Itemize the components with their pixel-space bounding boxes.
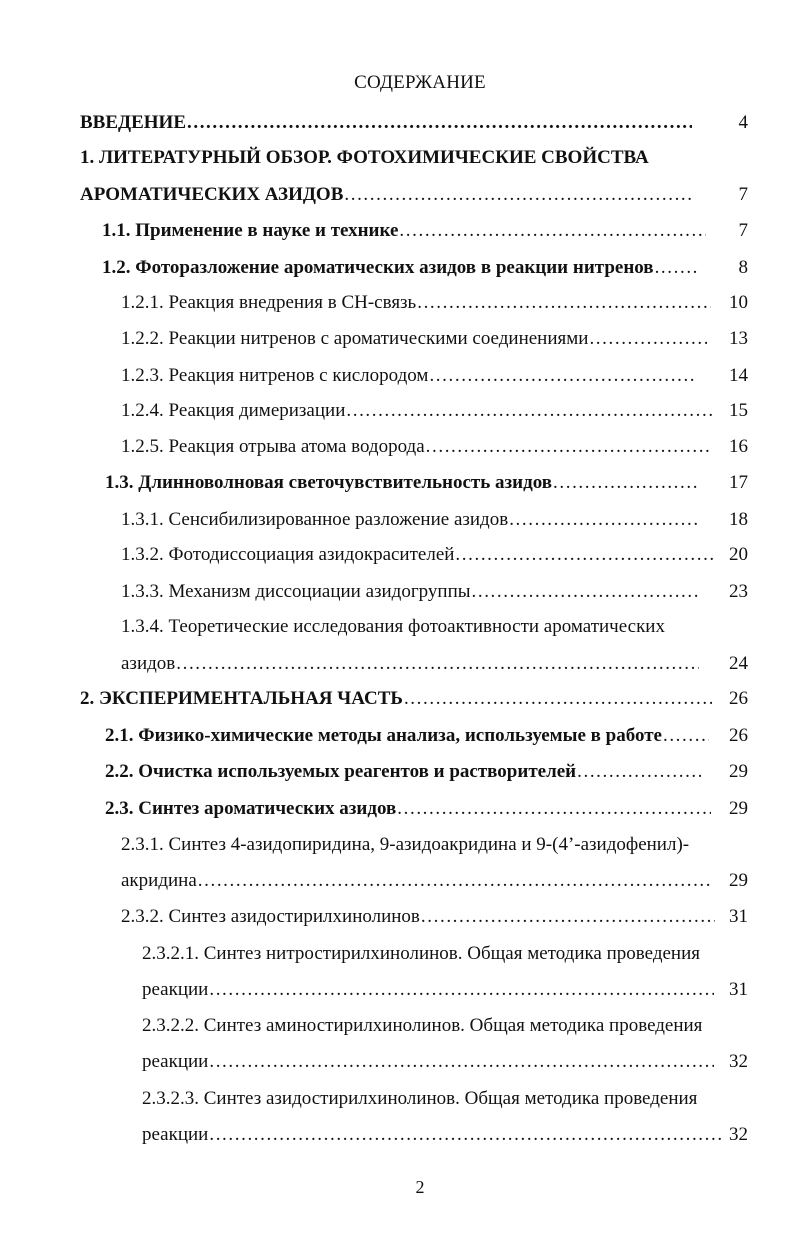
toc-entry-text: 1.3. Длинноволновая светочувствительность азидов <box>105 472 553 493</box>
leader-dots <box>576 759 701 785</box>
toc-entry-1-3-3 <box>121 579 701 605</box>
leader-dots <box>208 1122 722 1148</box>
toc-entry-text: азидов <box>121 653 176 674</box>
toc-entry-2-3-2-3 <box>142 1086 732 1112</box>
toc-page-number: 14 <box>729 365 748 386</box>
leader-dots <box>471 579 702 605</box>
leader-dots <box>552 470 700 496</box>
toc-page-number: 31 <box>729 979 748 1000</box>
toc-entry-2-3-2-2 <box>142 1013 732 1039</box>
toc-entry-text: 2. ЭКСПЕРИМЕНТАЛЬНАЯ ЧАСТЬ <box>80 688 403 709</box>
toc-page-number: 20 <box>729 544 748 565</box>
toc-entry-1-2 <box>102 255 698 281</box>
toc-page-number: 18 <box>729 509 748 530</box>
toc-entry-text: 1.2.4. Реакция димеризации <box>121 400 346 421</box>
toc-entry-1-3-4 <box>121 614 721 640</box>
toc-entry-chapter-1-cont <box>80 182 692 208</box>
toc-entry-2-2 <box>105 759 701 785</box>
toc-entry-text: 1.2.1. Реакция внедрения в СН-связь <box>121 292 417 313</box>
toc-entry-text: реакции <box>142 1051 209 1072</box>
toc-page-number: 29 <box>729 870 748 891</box>
toc-entry-2-3-2-2-cont <box>142 1049 714 1075</box>
toc-page-number: 26 <box>729 725 748 746</box>
toc-entry-text: 2.3.2.1. Синтез нитростирилхинолинов. Общая методика проведения <box>142 943 701 964</box>
leader-dots <box>208 977 714 1003</box>
leader-dots <box>654 255 698 281</box>
toc-page-number: 7 <box>738 220 748 241</box>
toc-entry-chapter-1 <box>80 145 720 171</box>
toc-page-number: 13 <box>729 328 748 349</box>
toc-entry-text: реакции <box>142 1124 209 1145</box>
toc-page-number: 15 <box>729 400 748 421</box>
toc-entry-1-2-3 <box>121 363 697 389</box>
toc-entry-text: 2.3. Синтез ароматических азидов <box>105 798 397 819</box>
toc-entry-1-1 <box>102 218 706 244</box>
toc-entry-introduction <box>80 110 692 136</box>
leader-dots <box>396 796 711 822</box>
toc-entry-text: ВВЕДЕНИЕ <box>80 112 186 133</box>
toc-entry-text: 2.3.2.2. Синтез аминостирилхинолинов. Общая методика проведения <box>142 1015 703 1036</box>
toc-entry-text: 1.2. Фоторазложение ароматических азидов в реакции нитренов <box>102 257 654 278</box>
toc-entry-2-3-2-1 <box>142 941 732 967</box>
toc-page-number: 24 <box>729 653 748 674</box>
toc-entry-text: 2.1. Физико-химические методы анализа, используемые в работе <box>105 725 662 746</box>
toc-entry-text: 1.3.4. Теоретические исследования фотоактивности ароматических <box>121 616 665 637</box>
toc-entry-text: 2.2. Очистка используемых реагентов и растворителей <box>105 761 577 782</box>
toc-entry-1-3-4-cont <box>121 651 699 677</box>
toc-page-number: 23 <box>729 581 748 602</box>
toc-entry-text: АРОМАТИЧЕСКИХ АЗИДОВ <box>80 184 344 205</box>
leader-dots <box>345 398 713 424</box>
toc-entry-2-3-2-1-cont <box>142 977 714 1003</box>
toc-page-number: 29 <box>729 761 748 782</box>
toc-page-number: 17 <box>729 472 748 493</box>
toc-page-number: 8 <box>738 257 748 278</box>
toc-entry-chapter-2 <box>80 686 712 712</box>
leader-dots <box>197 868 713 894</box>
toc-entry-1-2-1 <box>121 290 711 316</box>
leader-dots <box>398 218 706 244</box>
toc-page-number: 10 <box>729 292 748 313</box>
toc-entry-2-3 <box>105 796 711 822</box>
toc-entry-text: 1.1. Применение в науке и технике <box>102 220 399 241</box>
toc-entry-text: реакции <box>142 979 209 1000</box>
toc-entry-2-3-1 <box>121 832 721 858</box>
toc-entry-text: акридина <box>121 870 197 891</box>
toc-entry-text: 2.3.2.3. Синтез азидостирилхинолинов. Общая методика проведения <box>142 1088 698 1109</box>
toc-entry-1-2-4 <box>121 398 713 424</box>
toc-entry-2-1 <box>105 723 709 749</box>
toc-page-number: 32 <box>729 1051 748 1072</box>
toc-entry-1-3-2 <box>121 542 713 568</box>
leader-dots <box>420 904 715 930</box>
toc-page-number: 32 <box>729 1124 748 1145</box>
toc-entry-text: 2.3.1. Синтез 4-азидопиридина, 9-азидоакридина и 9-(4’-азидофенил)- <box>121 834 690 855</box>
toc-entry-text: 2.3.2. Синтез азидостирилхинолинов <box>121 906 420 927</box>
toc-entry-text: 1.2.3. Реакция нитренов с кислородом <box>121 365 429 386</box>
leader-dots <box>428 363 697 389</box>
toc-entry-1-3-1 <box>121 507 699 533</box>
leader-dots <box>175 651 699 677</box>
toc-entry-text: 1.3.3. Механизм диссоциации азидогруппы <box>121 581 471 602</box>
leader-dots <box>588 326 707 352</box>
leader-dots <box>662 723 709 749</box>
page-title: СОДЕРЖАНИЕ <box>354 72 486 93</box>
toc-page-number: 4 <box>738 112 748 133</box>
toc-entry-2-3-1-cont <box>121 868 713 894</box>
toc-page-number: 7 <box>738 184 748 205</box>
toc-page-number: 31 <box>729 906 748 927</box>
leader-dots <box>416 290 711 316</box>
toc-entry-2-3-2 <box>121 904 715 930</box>
leader-dots <box>403 686 712 712</box>
toc-entry-1-3 <box>105 470 700 496</box>
toc-entry-text: 1. ЛИТЕРАТУРНЫЙ ОБЗОР. ФОТОХИМИЧЕСКИЕ СВОЙСТВА <box>80 147 649 168</box>
toc-entry-text: 1.3.1. Сенсибилизированное разложение азидов <box>121 509 509 530</box>
toc-entry-1-2-5 <box>121 434 711 460</box>
leader-dots <box>454 542 713 568</box>
leader-dots <box>425 434 711 460</box>
toc-page-number: 29 <box>729 798 748 819</box>
toc-page-number: 16 <box>729 436 748 457</box>
toc-entry-text: 1.2.5. Реакция отрыва атома водорода <box>121 436 425 457</box>
page-number: 2 <box>415 1177 425 1197</box>
toc-entry-text: 1.3.2. Фотодиссоциация азидокрасителей <box>121 544 455 565</box>
toc-entry-2-3-2-3-cont <box>142 1122 722 1148</box>
toc-entry-text: 1.2.2. Реакции нитренов с ароматическими соединениями <box>121 328 589 349</box>
leader-dots <box>343 182 692 208</box>
leader-dots <box>508 507 699 533</box>
leader-dots <box>186 110 692 136</box>
toc-page-number: 26 <box>729 688 748 709</box>
toc-entry-1-2-2 <box>121 326 707 352</box>
leader-dots <box>208 1049 714 1075</box>
